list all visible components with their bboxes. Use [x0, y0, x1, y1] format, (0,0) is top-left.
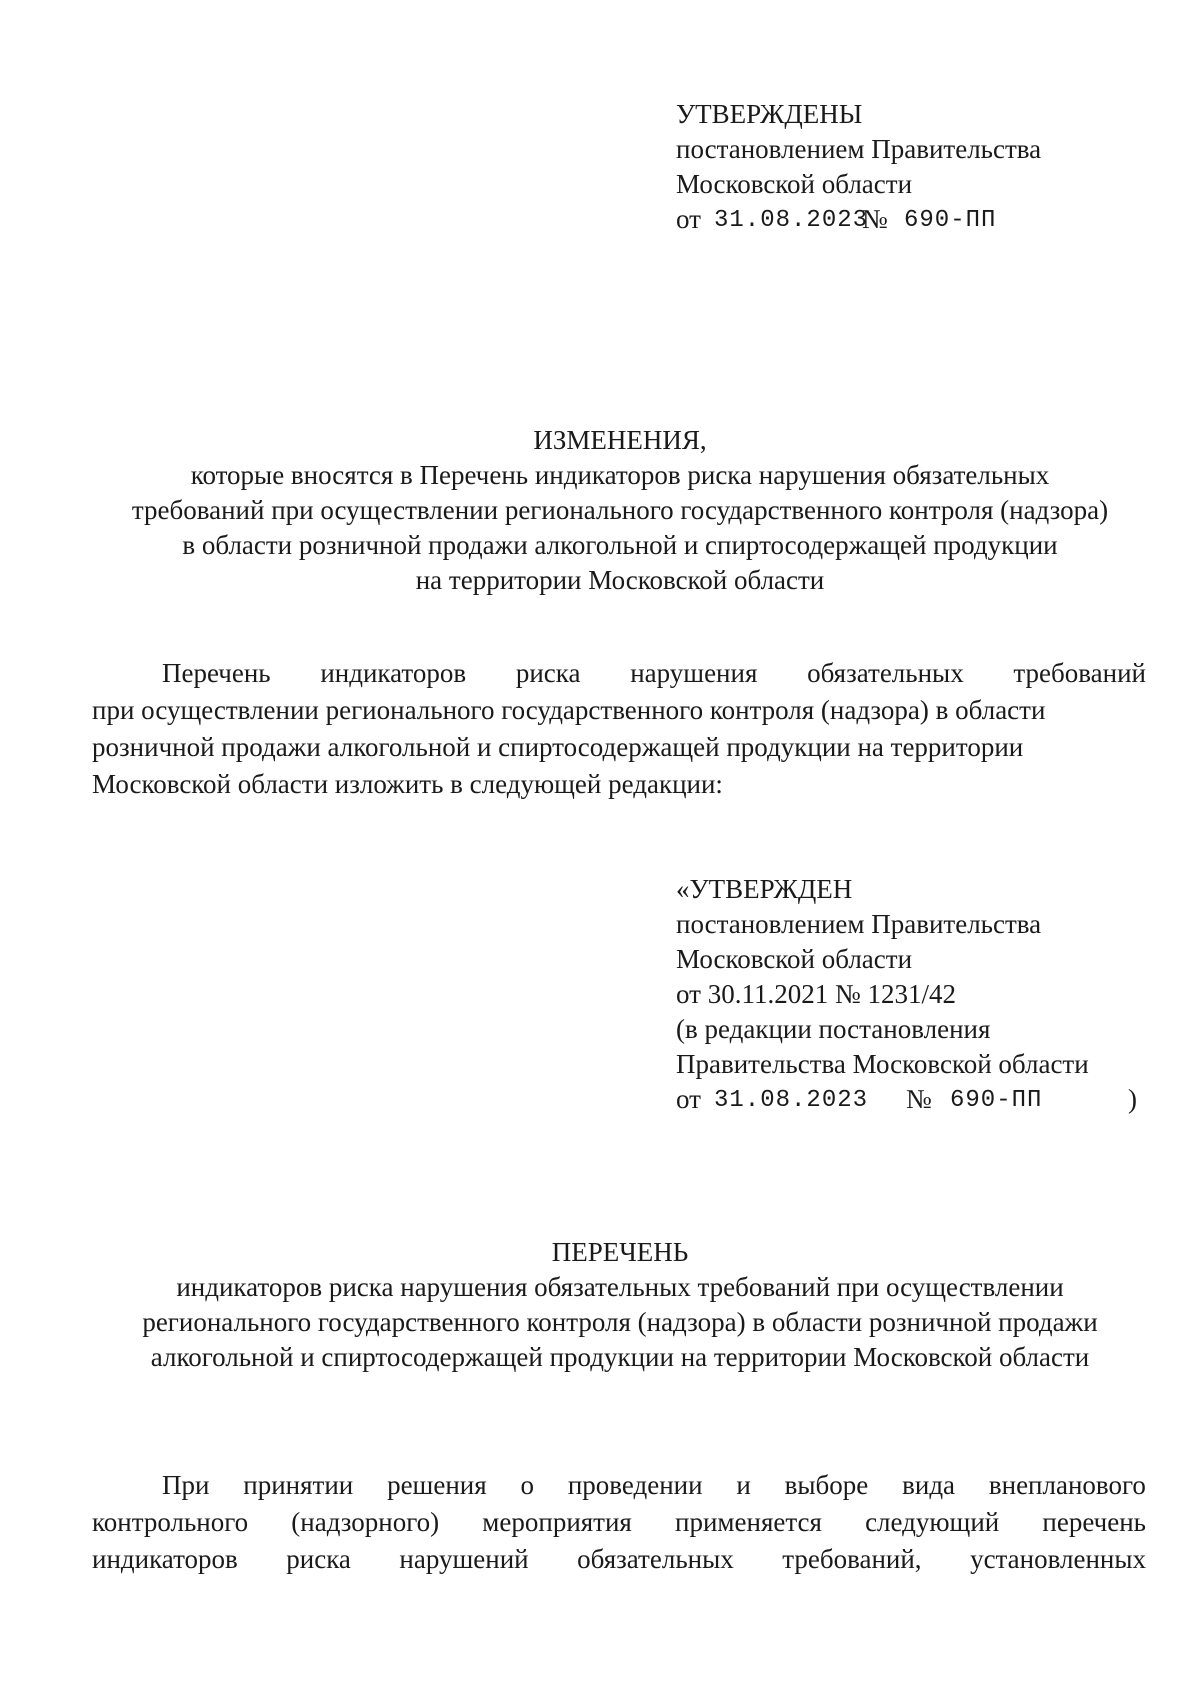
changes-heading [80, 423, 1160, 598]
approved-date: 31.08.2023 [714, 1087, 869, 1114]
final-word: (надзорного) [291, 1507, 440, 1537]
approval-prefix: от [676, 204, 701, 234]
changes-line: требований при осуществлении регионального государственного контроля (надзора) [131, 495, 1109, 525]
list-heading-line: индикаторов риска нарушения обязательных требований при осуществлении [176, 1272, 1064, 1302]
approved-line-3: от 30.11.2021 № 1231/42 [676, 979, 956, 1009]
final-word: принятии [243, 1470, 354, 1500]
intro-word: риска [515, 658, 581, 688]
approved-prefix: от [676, 1084, 701, 1114]
final-word: вида [902, 1470, 956, 1500]
intro-line: при осуществлении регионального государственного контроля (надзора) в области [92, 695, 1046, 725]
intro-word: обязательных [807, 658, 964, 688]
intro-line: Московской области изложить в следующей редакции: [92, 769, 723, 799]
approval-line-2: Московской области [676, 169, 913, 199]
list-heading-line: алкогольной и спиртосодержащей продукции на территории Московской области [150, 1342, 1090, 1372]
approval-title: УТВЕРЖДЕНЫ [676, 99, 863, 129]
final-word: следующий [865, 1507, 1000, 1537]
intro-word: требований [1013, 658, 1146, 688]
final-word: нарушений [399, 1544, 529, 1574]
list-heading-line: регионального государственного контроля (надзора) в области розничной продажи [142, 1307, 1098, 1337]
list-title: ПЕРЕЧЕНЬ [551, 1237, 689, 1267]
intro-line: розничной продажи алкогольной и спиртосодержащей продукции на территории [92, 732, 1024, 762]
approved-block [676, 872, 1137, 1117]
final-word: индикаторов [92, 1544, 238, 1574]
approved-number-sign: № [906, 1084, 932, 1114]
approval-number: 690-ПП [904, 207, 997, 234]
final-word: мероприятия [482, 1507, 632, 1537]
intro-paragraph [92, 655, 1146, 803]
changes-line: которые вносятся в Перечень индикаторов риска нарушения обязательных [190, 460, 1050, 490]
intro-first-line [92, 655, 1146, 692]
final-word: внепланового [988, 1470, 1146, 1500]
approved-closing-paren: ) [1128, 1084, 1137, 1114]
approved-number: 690-ПП [950, 1087, 1043, 1114]
final-word: При [162, 1470, 210, 1500]
approved-line-2: Московской области [676, 944, 913, 974]
final-word: применяется [675, 1507, 822, 1537]
final-paragraph [92, 1467, 1146, 1578]
list-heading [80, 1235, 1160, 1375]
approval-date-row [676, 202, 1041, 237]
final-word: обязательных [577, 1544, 734, 1574]
final-word: перечень [1042, 1507, 1146, 1537]
approved-title: «УТВЕРЖДЕН [676, 874, 853, 904]
final-word: и [736, 1470, 751, 1500]
final-word: проведении [567, 1470, 703, 1500]
final-line-1 [92, 1467, 1146, 1504]
intro-word: нарушения [630, 658, 758, 688]
intro-word: индикаторов [320, 658, 467, 688]
final-word: выборе [784, 1470, 869, 1500]
approval-date: 31.08.2023 [714, 207, 869, 234]
final-word: установленных [970, 1544, 1146, 1574]
final-line-2 [92, 1504, 1146, 1541]
approval-stamp [676, 97, 1041, 237]
final-word: о [520, 1470, 534, 1500]
approval-line-1: постановлением Правительства [676, 134, 1042, 164]
intro-word: Перечень [162, 658, 271, 688]
final-word: требований, [782, 1544, 922, 1574]
approved-line-1: постановлением Правительства [676, 909, 1042, 939]
final-line-3 [92, 1541, 1146, 1578]
changes-title: ИЗМЕНЕНИЯ, [533, 425, 707, 455]
approved-line-5: Правительства Московской области [676, 1049, 1089, 1079]
changes-line: на территории Московской области [415, 565, 825, 595]
approval-number-sign: № [862, 204, 888, 234]
approved-line-4: (в редакции постановления [676, 1014, 991, 1044]
approved-date-row [676, 1082, 1137, 1117]
final-word: контрольного [92, 1507, 249, 1537]
changes-line: в области розничной продажи алкогольной и спиртосодержащей продукции [182, 530, 1058, 560]
final-word: риска [286, 1544, 351, 1574]
final-word: решения [387, 1470, 487, 1500]
